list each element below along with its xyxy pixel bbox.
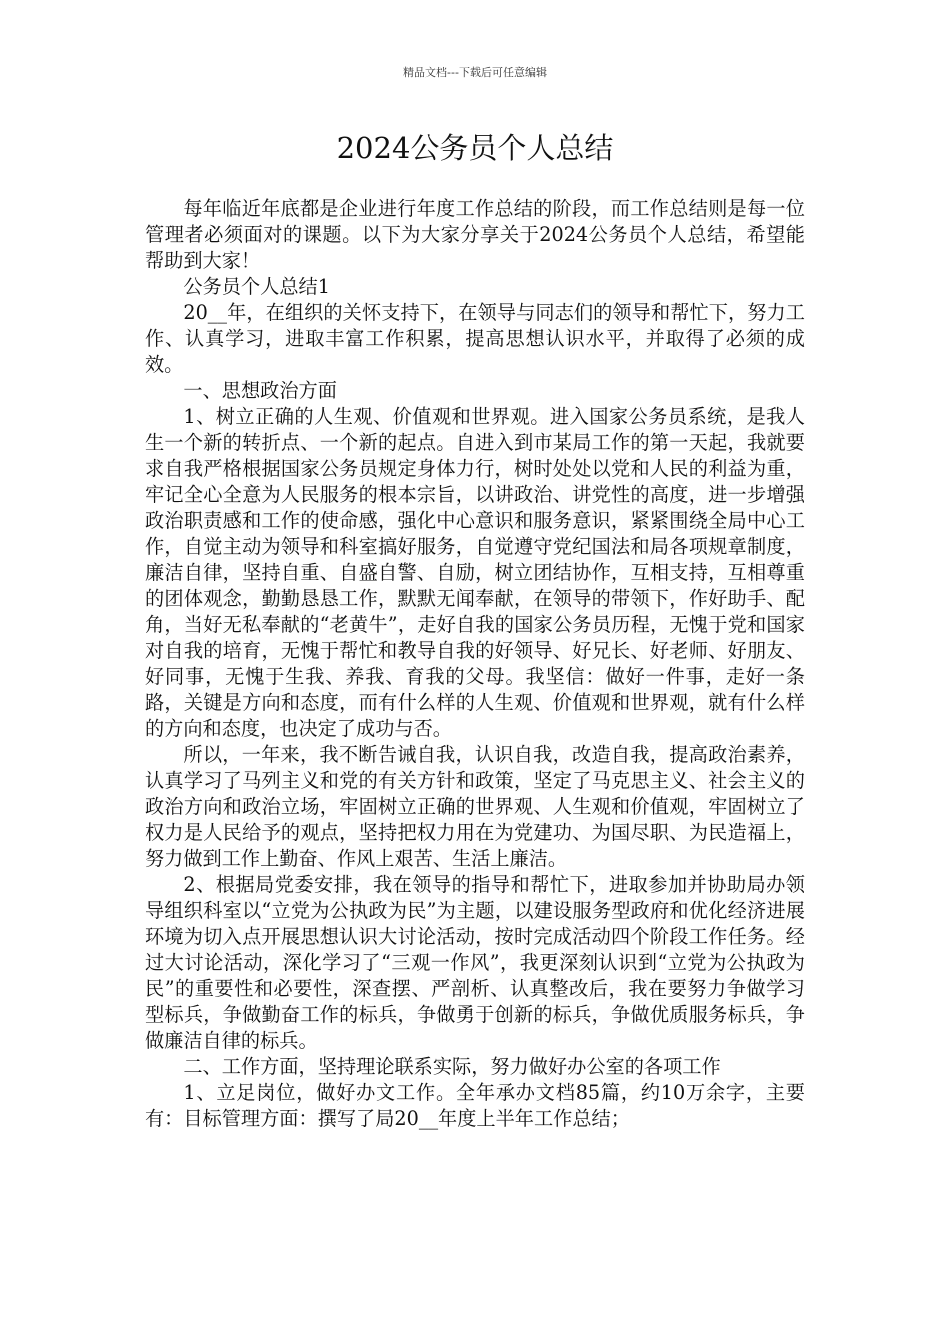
body-paragraph: 1、立足岗位，做好办文工作。全年承办文档85篇，约10万余字，主要有：目标管理方面：撰写了局20__年度上半年工作总结； xyxy=(145,1081,805,1130)
document-body xyxy=(145,196,805,1132)
section-heading-work: 二、工作方面，坚持理论联系实际，努力做好办公室的各项工作 xyxy=(183,1055,721,1078)
body-paragraph: 20__年，在组织的关怀支持下，在领导与同志们的领导和帮忙下，努力工作、认真学习，进取丰富工作积累，提高思想认识水平，并取得了必须的成效。 xyxy=(145,301,805,376)
body-paragraph: 1、树立正确的人生观、价值观和世界观。进入国家公务员系统，是我人生一个新的转折点、一个新的起点。自进入到市某局工作的第一天起，我就要求自我严格根据国家公务员规定身体力行，树时处处以党和人民的利益为重，牢记全心全意为人民服务的根本宗旨，以讲政治、讲党性的高度，进一步增强政治职责感和工作的使命感，强化中心意识和服务意识，紧紧围绕全局中心工作，自觉主动为领导和科室搞好服务，自觉遵守党纪国法和局各项规章制度，廉洁自律，坚持自重、自盛自警、自励，树立团结协作，互相支持，互相尊重的团体观念，勤勤恳恳工作，默默无闻奉献，在领导的带领下，作好助手、配角，当好无私奉献的“老黄牛”，走好自我的国家公务员历程，无愧于党和国家对自我的培育，无愧于帮忙和教导自我的好领导、好兄长、好老师、好朋友、好同事，无愧于生我、养我、育我的父母。我坚信：做好一件事，走好一条路，关键是方向和态度，而有什么样的人生观、价值观和世界观，就有什么样的方向和态度，也决定了成功与否。 xyxy=(145,405,805,740)
intro-paragraph: 每年临近年底都是企业进行年度工作总结的阶段，而工作总结则是每一位管理者必须面对的课题。以下为大家分享关于2024公务员个人总结，希望能帮助到大家！ xyxy=(145,197,805,272)
page-header: 精品文档---下载后可任意编辑 xyxy=(403,66,547,79)
section-heading-summary-1: 公务员个人总结1 xyxy=(183,275,330,298)
body-paragraph: 2、根据局党委安排，我在领导的指导和帮忙下，进取参加并协助局办领导组织科室以“立党为公执政为民”为主题，以建设服务型政府和优化经济进展环境为切入点开展思想认识大讨论活动，按时完成活动四个阶段工作任务。经过大讨论活动，深化学习了“三观一作风”，我更深刻认识到“立党为公执政为民”的重要性和必要性，深查摆、严剖析、认真整改后，我在要努力争做学习型标兵，争做勤奋工作的标兵，争做勇于创新的标兵，争做优质服务标兵，争做廉洁自律的标兵。 xyxy=(145,873,805,1052)
body-paragraph: 所以，一年来，我不断告诫自我，认识自我，改造自我，提高政治素养，认真学习了马列主义和党的有关方针和政策，坚定了马克思主义、社会主义的政治方向和政治立场，牢固树立正确的世界观、人生观和价值观，牢固树立了权力是人民给予的观点，坚持把权力用在为党建功、为国尽职、为民造福上，努力做到工作上勤奋、作风上艰苦、生活上廉洁。 xyxy=(145,743,805,870)
document-title: 2024公务员个人总结 xyxy=(336,131,614,165)
section-heading-political: 一、思想政治方面 xyxy=(183,379,337,402)
